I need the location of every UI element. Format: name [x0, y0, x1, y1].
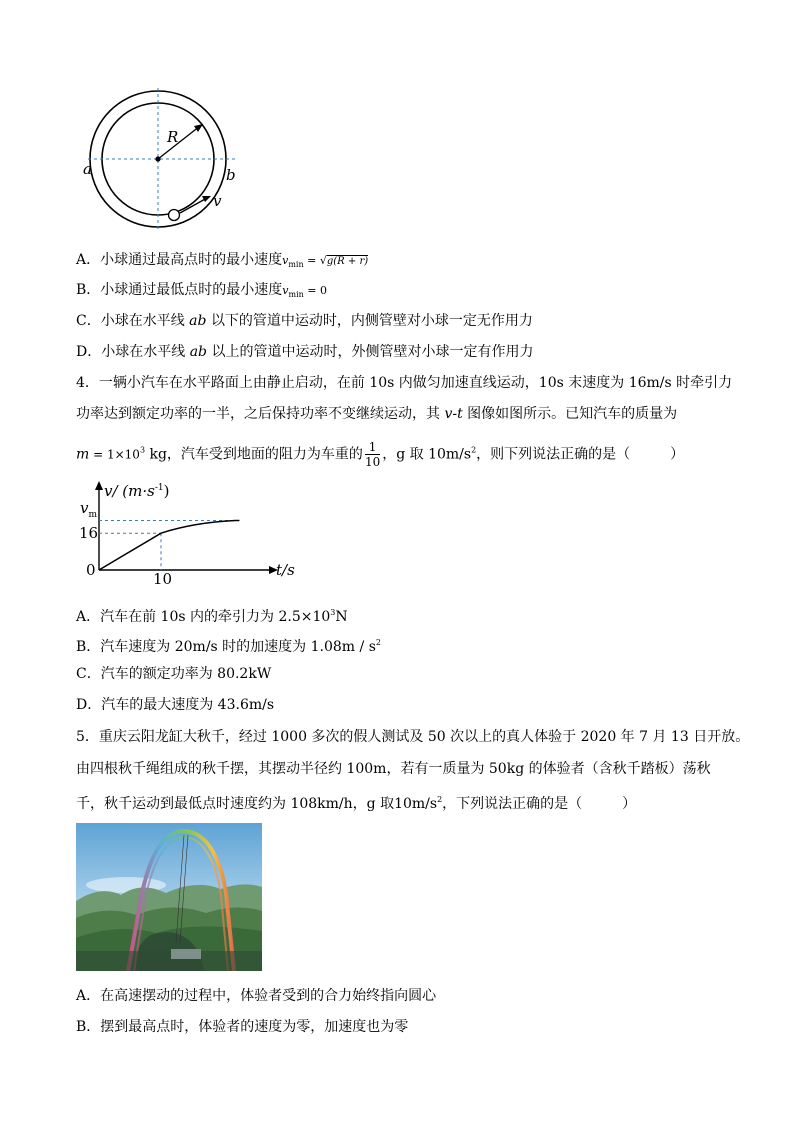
- q4-stem-line-2: [76, 405, 677, 423]
- exponent: 3: [139, 445, 146, 455]
- close-paren: ）: [622, 796, 637, 812]
- close-paren: ）: [670, 446, 685, 463]
- q3-option-c: [76, 312, 533, 330]
- q5-stem-line-2: [76, 760, 711, 778]
- ylabel-text: v/ (m·s: [104, 482, 155, 500]
- velocity-arrowhead: [202, 196, 211, 202]
- q5-line3-end: ，下列说法正确的是（: [442, 796, 583, 812]
- tick-vm-v: v: [80, 499, 89, 517]
- symbol-vt: v-t: [444, 406, 463, 422]
- q5-line2-text: 由四根秋千绳组成的秋千摆，其摆动半径约 100m，若有一质量为 50kg 的体验者（含秋千踏板）荡秋: [76, 761, 711, 777]
- sqrt-content: g(R + r): [326, 256, 369, 267]
- fraction-numerator: 1: [365, 440, 380, 455]
- q5-stem-line-1: [76, 728, 749, 746]
- q5-stem-line-3: [76, 791, 636, 813]
- q5-option-a-text: A．在高速摆动的过程中，体验者受到的合力始终指向圆心: [76, 988, 437, 1004]
- q4-option-b-text: B．汽车速度为 20m/s 时的加速度为 1.08m / s: [76, 639, 376, 655]
- mass-value: = 1×10: [89, 447, 140, 462]
- unit-N: N: [335, 609, 348, 625]
- q3-option-b: [76, 281, 327, 304]
- squared: 2: [375, 638, 381, 647]
- radius-arrowhead: [194, 124, 203, 132]
- q4-option-d: [76, 696, 274, 714]
- sqrt-expression: √g(R + r): [319, 254, 369, 267]
- q3-option-b-text: B．小球通过最低点时的最小速度: [76, 282, 283, 298]
- q3-option-d: [76, 343, 533, 361]
- q5-line3-pre: 千，秋千运动到最低点时速度约为 108km/h，g 取10m/s: [76, 796, 438, 812]
- q4-line2-pre: 功率达到额定功率的一半，之后保持功率不变继续运动，其: [76, 406, 440, 422]
- q4-line3-end: ，则下列说法正确的是（: [476, 446, 631, 463]
- radius-arrow: [158, 126, 200, 159]
- ball: [169, 210, 180, 221]
- label-R: R: [167, 128, 179, 146]
- symbol-v: v: [282, 254, 289, 267]
- q4-option-a-text: A．汽车在前 10s 内的牵引力为 2.5×10: [76, 609, 331, 625]
- q3-option-c-pre: C．小球在水平线: [76, 313, 185, 329]
- q4-line2-post: 图像如图所示。已知汽车的质量为: [467, 406, 678, 422]
- y-axis-label: [104, 482, 169, 500]
- q5-option-b: [76, 1018, 408, 1036]
- tick-16: 16: [79, 524, 99, 542]
- giant-swing-photo: [76, 823, 262, 971]
- q4-line3-g: ，g 取 10m/s: [382, 446, 472, 463]
- tick-0: 0: [86, 561, 96, 579]
- q4-line1-text: 4．一辆小汽车在水平路面上由静止启动，在前 10s 内做匀加速直线运动，10s 末速度为 16m/s 时牵引力: [76, 375, 733, 391]
- ylabel-close: ): [163, 482, 170, 500]
- label-a: a: [83, 160, 92, 178]
- q5-option-a: [76, 987, 436, 1005]
- subscript-min: min: [288, 260, 304, 269]
- q3-option-d-pre: D．小球在水平线: [76, 344, 186, 360]
- q4-option-b: [76, 634, 381, 656]
- q3-option-d-post: 以上的管道中运动时，外侧管壁对小球一定有作用力: [211, 344, 534, 360]
- exponent: 3: [330, 608, 336, 617]
- circular-tube-figure: [0, 0, 794, 240]
- squared: 2: [471, 445, 477, 455]
- q5-line1-text: 5．重庆云阳龙缸大秋千，经过 1000 多次的假人测试及 50 次以上的真人体验于 2020 年 7 月 13 日开放。: [76, 729, 750, 745]
- q4-stem-line-3: [76, 440, 684, 469]
- symbol-ab: ab: [189, 313, 207, 329]
- tick-vm: [80, 499, 97, 520]
- q4-option-d-text: D．汽车的最大速度为 43.6m/s: [76, 697, 275, 713]
- q3-option-a: [76, 251, 368, 274]
- symbol-ab: ab: [189, 344, 207, 360]
- squared: 2: [437, 795, 443, 804]
- label-v: v: [213, 192, 222, 210]
- tick-10: 10: [153, 570, 173, 588]
- q4-option-c-text: C．汽车的额定功率为 80.2kW: [76, 666, 272, 682]
- q4-option-c: [76, 665, 271, 683]
- q3-option-a-text: A．小球通过最高点时的最小速度: [76, 252, 283, 268]
- symbol-v: v: [282, 284, 289, 297]
- symbol-m: m: [76, 446, 90, 463]
- equals-sign: =: [303, 254, 320, 267]
- q4-stem-line-1: [76, 374, 732, 392]
- velocity-curve: [99, 521, 239, 570]
- y-axis-arrow: [95, 481, 103, 490]
- x-axis-label: t/s: [276, 561, 295, 579]
- q4-option-a: [76, 604, 348, 626]
- fraction-denominator: 10: [364, 455, 381, 469]
- q5-option-b-text: B．摆到最高点时，体验者的速度为零，加速度也为零: [76, 1019, 409, 1035]
- vt-graph: [0, 476, 794, 596]
- tick-vm-sub: m: [88, 510, 98, 520]
- ylabel-exp: -1: [154, 483, 164, 493]
- q3-option-c-post: 以下的管道中运动时，内侧管壁对小球一定无作用力: [210, 313, 533, 329]
- q4-line3-kg: kg，汽车受到地面的阻力为车重的: [145, 446, 363, 463]
- subscript-min: min: [288, 290, 304, 299]
- equals-zero: = 0: [303, 284, 328, 297]
- label-b: b: [226, 166, 236, 184]
- fraction-one-tenth: [365, 440, 380, 469]
